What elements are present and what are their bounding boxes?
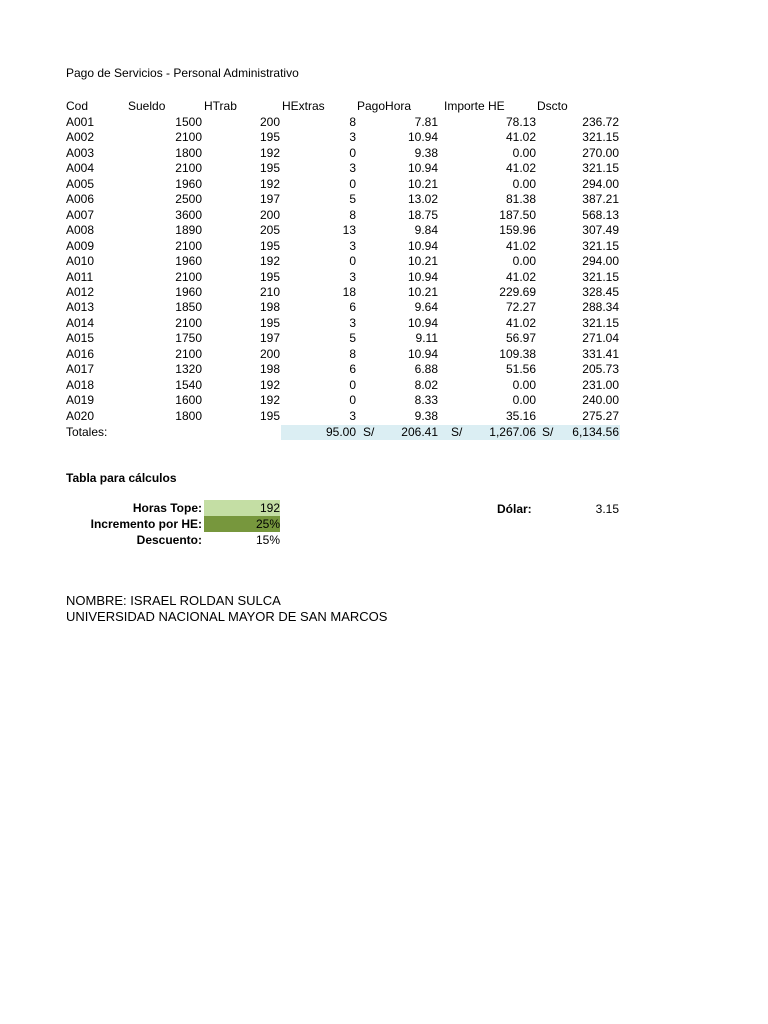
row-cod: A014	[66, 315, 95, 330]
row-pagohora: 10.94	[407, 315, 438, 330]
row-importe: 41.02	[505, 161, 536, 176]
row-dscto: 307.49	[582, 223, 619, 238]
row-sueldo: 1750	[175, 331, 202, 346]
header-importe: Importe HE	[444, 99, 505, 113]
footer	[66, 593, 387, 625]
row-hextras: 3	[349, 238, 356, 253]
totals-pagohora: 206.41	[401, 425, 438, 439]
row-pagohora: 18.75	[407, 207, 438, 222]
row-importe: 72.27	[505, 300, 536, 315]
totals-label: Totales:	[66, 425, 108, 439]
horas-tope-label: Horas Tope:	[132, 501, 202, 515]
row-htrab: 195	[259, 130, 280, 145]
row-dscto: 205.73	[582, 362, 619, 377]
row-sueldo: 1500	[175, 115, 202, 129]
row-importe: 159.96	[499, 223, 536, 238]
row-cod: A013	[66, 300, 95, 315]
row-hextras: 5	[349, 331, 356, 346]
descuento-value: 15%	[255, 533, 280, 547]
sheet-title: Pago de Servicios - Personal Administrativo	[66, 66, 299, 80]
row-hextras: 3	[349, 315, 356, 330]
row-dscto: 240.00	[582, 393, 619, 408]
table-row	[0, 177, 768, 192]
row-sueldo: 2500	[175, 192, 202, 207]
totals-dscto-currency: S/	[542, 425, 554, 439]
row-dscto: 321.15	[582, 238, 619, 253]
table-row	[0, 208, 768, 223]
row-htrab: 210	[259, 284, 280, 299]
row-importe: 81.38	[505, 192, 536, 207]
row-cod: A001	[66, 115, 95, 129]
row-pagohora: 10.94	[407, 269, 438, 284]
row-sueldo: 2100	[175, 238, 202, 253]
header-hextras: HExtras	[282, 99, 325, 113]
row-dscto: 568.13	[582, 207, 619, 222]
row-dscto: 387.21	[582, 192, 619, 207]
row-htrab: 195	[259, 408, 280, 423]
row-pagohora: 7.81	[414, 115, 438, 129]
row-dscto: 321.15	[582, 315, 619, 330]
row-cod: A003	[66, 145, 95, 160]
row-dscto: 328.45	[582, 284, 619, 299]
row-cod: A008	[66, 223, 95, 238]
row-pagohora: 10.21	[407, 176, 438, 191]
row-sueldo: 1890	[175, 223, 202, 238]
row-htrab: 197	[259, 331, 280, 346]
row-importe: 187.50	[499, 207, 536, 222]
incremento-label: Incremento por HE:	[90, 517, 202, 531]
row-hextras: 6	[349, 300, 356, 315]
row-pagohora: 10.94	[407, 346, 438, 361]
row-hextras: 8	[349, 346, 356, 361]
row-dscto: 321.15	[582, 161, 619, 176]
row-dscto: 294.00	[582, 254, 619, 268]
row-importe: 41.02	[505, 238, 536, 253]
row-cod: A009	[66, 238, 95, 253]
table-row	[0, 409, 768, 424]
header-sueldo: Sueldo	[128, 99, 166, 113]
row-cod: A015	[66, 331, 95, 346]
row-dscto: 288.34	[582, 300, 619, 315]
row-hextras: 0	[349, 176, 356, 191]
row-hextras: 5	[349, 192, 356, 207]
table-row	[0, 300, 768, 315]
row-hextras: 8	[349, 207, 356, 222]
row-pagohora: 9.84	[414, 223, 438, 238]
row-sueldo: 2100	[175, 161, 202, 176]
row-htrab: 200	[259, 346, 280, 361]
dolar-label: Dólar:	[497, 502, 532, 516]
row-hextras: 0	[349, 145, 356, 160]
row-importe: 0.00	[512, 377, 536, 392]
table-row	[0, 161, 768, 176]
row-htrab: 198	[259, 362, 280, 377]
row-sueldo: 1960	[175, 176, 202, 191]
row-pagohora: 9.38	[414, 145, 438, 160]
row-cod: A017	[66, 362, 95, 377]
row-cod: A016	[66, 346, 95, 361]
totals-pagohora-currency: S/	[363, 425, 375, 439]
row-sueldo: 1600	[175, 393, 202, 408]
row-htrab: 195	[259, 161, 280, 176]
header-cod: Cod	[66, 99, 89, 113]
table-row	[0, 347, 768, 362]
row-dscto: 270.00	[582, 145, 619, 160]
row-sueldo: 3600	[175, 207, 202, 222]
table-header-row	[0, 99, 768, 114]
row-pagohora: 8.33	[414, 393, 438, 408]
row-cod: A004	[66, 161, 95, 176]
table-row	[0, 331, 768, 346]
row-sueldo: 1850	[175, 300, 202, 315]
row-cod: A010	[66, 254, 95, 268]
row-pagohora: 9.64	[414, 300, 438, 315]
header-htrab: HTrab	[204, 99, 237, 113]
row-importe: 0.00	[512, 393, 536, 408]
row-cod: A018	[66, 377, 95, 392]
row-htrab: 200	[259, 207, 280, 222]
table-row	[0, 254, 768, 269]
row-dscto: 294.00	[582, 176, 619, 191]
row-htrab: 192	[259, 145, 280, 160]
row-sueldo: 2100	[175, 346, 202, 361]
row-cod: A005	[66, 176, 95, 191]
table-row	[0, 146, 768, 161]
row-sueldo: 1800	[175, 145, 202, 160]
row-pagohora: 10.21	[407, 254, 438, 268]
row-importe: 51.56	[505, 362, 536, 377]
row-cod: A011	[66, 269, 94, 284]
row-htrab: 192	[259, 377, 280, 392]
row-dscto: 231.00	[582, 377, 619, 392]
row-hextras: 0	[349, 254, 356, 268]
row-hextras: 3	[349, 130, 356, 145]
row-pagohora: 10.94	[407, 130, 438, 145]
row-hextras: 6	[349, 362, 356, 377]
row-dscto: 275.27	[582, 408, 619, 423]
row-importe: 41.02	[505, 269, 536, 284]
row-cod: A006	[66, 192, 95, 207]
row-pagohora: 10.21	[407, 284, 438, 299]
row-sueldo: 1800	[175, 408, 202, 423]
row-pagohora: 13.02	[407, 192, 438, 207]
dolar-value: 3.15	[595, 502, 619, 516]
table-row	[0, 285, 768, 300]
row-importe: 0.00	[512, 145, 536, 160]
table-row	[0, 223, 768, 238]
totals-row	[0, 425, 768, 440]
row-importe: 0.00	[512, 176, 536, 191]
row-htrab: 192	[259, 254, 280, 268]
row-hextras: 8	[349, 115, 356, 129]
row-pagohora: 8.02	[414, 377, 438, 392]
row-dscto: 331.41	[582, 346, 619, 361]
row-dscto: 271.04	[582, 331, 619, 346]
row-cod: A020	[66, 408, 95, 423]
author-name: NOMBRE: ISRAEL ROLDAN SULCA	[66, 593, 281, 608]
row-sueldo: 1960	[175, 284, 202, 299]
table-row	[0, 316, 768, 331]
row-hextras: 13	[342, 223, 356, 238]
row-pagohora: 10.94	[407, 161, 438, 176]
totals-dscto: 6,134.56	[572, 425, 619, 439]
row-cod: A012	[66, 284, 95, 299]
row-sueldo: 2100	[175, 315, 202, 330]
table-row	[0, 192, 768, 207]
row-hextras: 0	[349, 393, 356, 408]
row-importe: 41.02	[505, 130, 536, 145]
row-importe: 229.69	[499, 284, 536, 299]
row-sueldo: 1960	[175, 254, 202, 268]
row-pagohora: 9.11	[415, 331, 438, 346]
header-dscto: Dscto	[537, 99, 568, 113]
row-sueldo: 1320	[175, 362, 202, 377]
totals-importe-currency: S/	[451, 425, 463, 439]
row-cod: A007	[66, 207, 95, 222]
row-htrab: 195	[259, 269, 280, 284]
row-htrab: 192	[259, 176, 280, 191]
row-importe: 78.13	[505, 115, 536, 129]
row-sueldo: 2100	[175, 269, 202, 284]
table-row	[0, 239, 768, 254]
row-sueldo: 1540	[175, 377, 202, 392]
row-htrab: 197	[259, 192, 280, 207]
row-importe: 35.16	[505, 408, 536, 423]
totals-hextras: 95.00	[325, 425, 356, 439]
table-row	[0, 393, 768, 408]
row-hextras: 3	[349, 269, 356, 284]
row-htrab: 195	[259, 315, 280, 330]
row-htrab: 198	[259, 300, 280, 315]
row-importe: 41.02	[505, 315, 536, 330]
row-pagohora: 9.38	[414, 408, 438, 423]
incremento-value: 25%	[204, 516, 280, 532]
descuento-label: Descuento:	[136, 533, 202, 547]
row-cod: A019	[66, 393, 95, 408]
table-row	[0, 115, 768, 130]
row-hextras: 3	[349, 408, 356, 423]
table-row	[0, 270, 768, 285]
horas-tope-value: 192	[204, 500, 280, 516]
header-pagohora: PagoHora	[357, 99, 412, 113]
row-importe: 109.38	[499, 346, 536, 361]
row-dscto: 236.72	[582, 115, 619, 129]
row-dscto: 321.15	[582, 269, 619, 284]
table-row	[0, 130, 768, 145]
row-htrab: 205	[259, 223, 280, 238]
row-importe: 0.00	[512, 254, 536, 268]
row-dscto: 321.15	[582, 130, 619, 145]
row-htrab: 192	[259, 393, 280, 408]
params-title: Tabla para cálculos	[66, 471, 177, 485]
row-hextras: 0	[349, 377, 356, 392]
table-row	[0, 378, 768, 393]
row-htrab: 195	[259, 238, 280, 253]
table-row	[0, 362, 768, 377]
university-name: UNIVERSIDAD NACIONAL MAYOR DE SAN MARCOS	[66, 609, 388, 624]
row-hextras: 3	[349, 161, 356, 176]
row-cod: A002	[66, 130, 95, 145]
row-pagohora: 6.88	[414, 362, 438, 377]
row-hextras: 18	[342, 284, 356, 299]
row-sueldo: 2100	[175, 130, 202, 145]
row-importe: 56.97	[505, 331, 536, 346]
row-pagohora: 10.94	[407, 238, 438, 253]
totals-importe: 1,267.06	[489, 425, 536, 439]
row-htrab: 200	[259, 115, 280, 129]
